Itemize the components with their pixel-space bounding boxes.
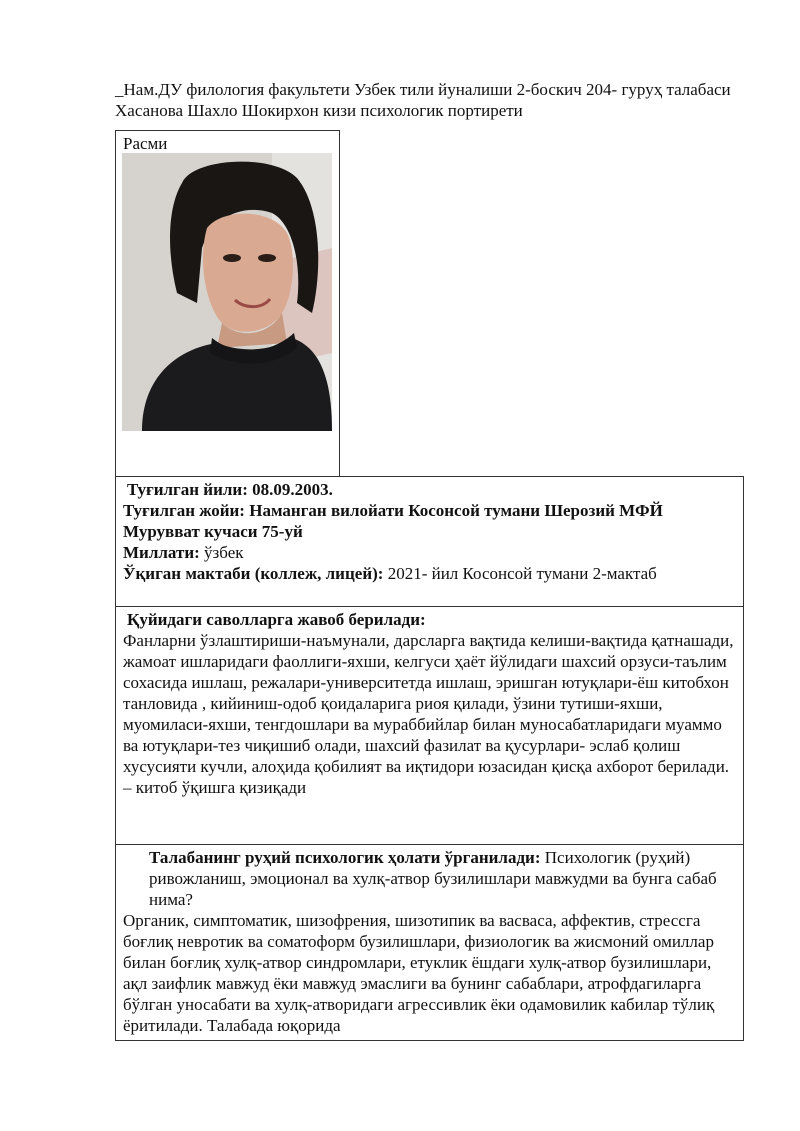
birth-year-label: Туғилган йили: [127,480,248,499]
birth-year-value: 08.09.2003. [252,480,333,499]
questions-cell [115,606,744,845]
psych-heading: Талабанинг руҳий психологик ҳолати ўрганилади: [149,848,541,867]
personal-info-cell [115,476,744,607]
photo-label: Расми [123,134,168,153]
nationality-label: Миллати: [123,543,200,562]
psychological-state-cell [115,844,744,1041]
questions-body: Фанларни ўзлаштириши-наъмунали, дарсларга вақтида келиши-вақтида қатнашади, жамоат ишларидаги фаоллиги-яхши, келгуси ҳаёт йўлидаги шахсий орзуси-таълим сохасида ишлаш, режалари-университетда ишлаш, эришган ютуқлари-ёш китобхон танловида , кийиниш-одоб қоидаларига риоя қилади, ўзини тутиши-яхши, муомиласи-яхши, тенгдошлари ва мураббийлар билан муносабатларидаги муаммо ва ютуқлари-тез чиқишиб олади, шахсий фазилат ва қусурлари- эслаб қолиш хусусияти кучли, алоҳида қобилият ва иқтидори юзасидан қисқа ахборот берилади. – китоб ўқишга қизиқади [123,631,734,797]
psych-text [123,847,737,1036]
questions-text [123,609,737,798]
photo-cell [115,130,340,477]
birthplace-value: Наманган вилойати Косонсой тумани Шерозий МФЙ Мурувват кучаси 75-уй [123,501,663,541]
page-title: _Нам.ДУ филология факультети Узбек тили йуналиши 2-боскич 204- гуруҳ талабаси Хасанова Шахло Шокирхон кизи психологик портирети [115,80,731,120]
personal-info-text [123,479,737,584]
birthplace-label: Туғилган жойи: [123,501,245,520]
student-photo [122,153,332,431]
school-value: 2021- йил Косонсой тумани 2-мактаб [387,564,657,583]
psych-intro: Психологик (руҳий) ривожланиш, эмоционал ва хулқ-атвор бузилишлари мавжудми ва бунга сабаб нима? [149,848,717,909]
nationality-value: ўзбек [204,543,244,562]
portrait-image [122,153,332,431]
school-label: Ўқиган мактаби (коллеж, лицей): [123,564,384,583]
questions-heading: Қуйидаги саволларга жавоб берилади: [127,610,426,629]
psych-body: Органик, симптоматик, шизофрения, шизотипик ва васваса, аффектив, стрессга боғлиқ невротик ва соматоформ бузилишлари, физиологик ва жисмоний омиллар билан боғлиқ хулқ-атвор синдромлари, етуклик ёшдаги хулқ-атвор бузилишлари, ақл заифлик мавжуд ёки мавжуд эмаслиги ва бунинг сабаблари, атрофдагиларга бўлган уносабати ва хулқ-атворидаги агрессивлик ёки одамовилик кабилар тўлиқ ёритилади. Талабада юқорида [123,911,715,1035]
